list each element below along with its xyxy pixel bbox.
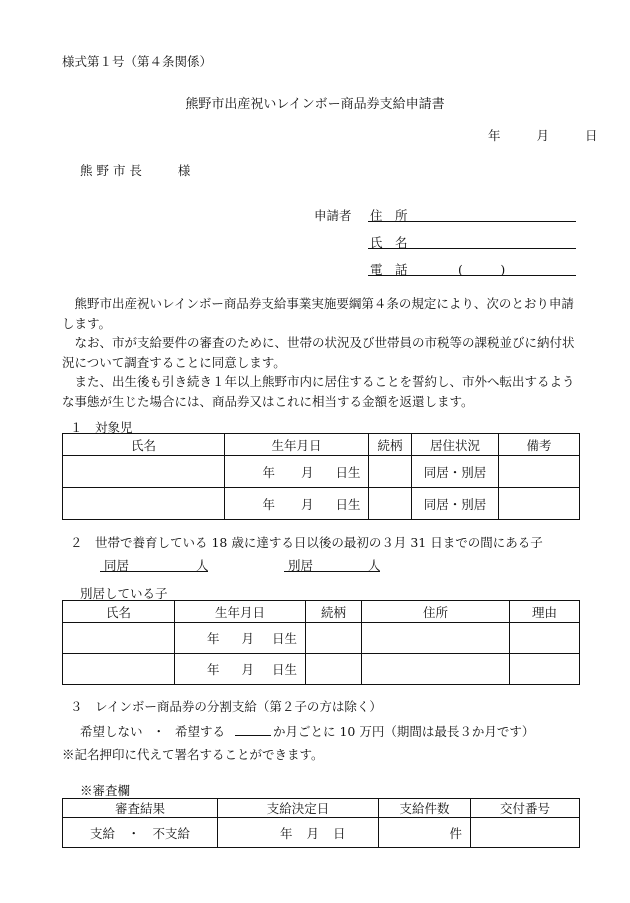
months-blank[interactable] — [235, 723, 271, 736]
separate-children-table — [62, 600, 580, 685]
address-field-line[interactable] — [368, 221, 576, 222]
name-cell[interactable] — [63, 654, 175, 685]
addressee — [80, 161, 190, 179]
table-row — [63, 654, 580, 685]
payment-count-cell[interactable]: 件 — [379, 818, 471, 848]
header-relationship: 続柄 — [369, 434, 412, 456]
header-name: 氏名 — [63, 601, 175, 623]
option-separator: ・ — [152, 724, 166, 739]
address-label: 住 所 — [370, 208, 408, 223]
decision-date-cell[interactable]: 年 月 日 — [218, 818, 379, 848]
header-residence-status: 居住状況 — [412, 434, 499, 456]
remarks-cell[interactable] — [499, 456, 580, 488]
header-birthdate: 生年月日 — [175, 601, 306, 623]
header-birthdate: 生年月日 — [225, 434, 369, 456]
addressee-honorific: 様 — [177, 163, 191, 178]
header-review-result: 審査結果 — [63, 799, 218, 818]
target-child-table — [62, 433, 580, 520]
cohabit-unit: 人 — [196, 558, 209, 573]
date-year-label: 年 — [488, 128, 501, 143]
header-payment-count: 支給件数 — [379, 799, 471, 818]
cohabit-count-line[interactable] — [100, 571, 208, 572]
name-cell[interactable] — [63, 623, 175, 654]
header-reason: 理由 — [510, 601, 580, 623]
option-not-wanted[interactable]: 希望しない — [80, 724, 143, 739]
header-address: 住所 — [362, 601, 510, 623]
section2-heading: ２ 世帯で養育している 18 歳に達する日以後の最初の３月 31 日までの間にある子 — [70, 535, 543, 550]
separate-children-label: 別居している子 — [80, 586, 168, 601]
table-row — [63, 623, 580, 654]
birthdate-cell[interactable]: 年 月 日生 — [175, 654, 306, 685]
relationship-cell[interactable] — [369, 456, 412, 488]
body-paragraph-3: また、出生後も引き続き１年以上熊野市内に居住することを誓約し、市外へ転出するような事態が生じた場合には、商品券又はこれに相当する金額を返還します。 — [62, 374, 575, 409]
signature-note: ※記名押印に代えて署名することができます。 — [62, 747, 324, 762]
header-issue-number: 交付番号 — [471, 799, 580, 818]
date-month-label: 月 — [536, 128, 549, 143]
separate-unit: 人 — [368, 558, 381, 573]
name-field-line[interactable] — [368, 248, 576, 249]
months-text: か月ごとに 10 万円（期間は最長３か月です） — [273, 724, 535, 739]
birthdate-cell[interactable]: 年 月 日生 — [225, 456, 369, 488]
phone-field-line[interactable] — [368, 275, 576, 276]
issue-number-cell[interactable] — [471, 818, 580, 848]
phone-label: 電 話 — [370, 262, 408, 277]
table-row — [63, 488, 580, 520]
header-relationship: 続柄 — [306, 601, 362, 623]
header-remarks: 備考 — [499, 434, 580, 456]
residence-cell[interactable]: 同居・別居 — [412, 488, 499, 520]
relationship-cell[interactable] — [306, 654, 362, 685]
name-cell[interactable] — [63, 488, 225, 520]
remarks-cell[interactable] — [499, 488, 580, 520]
address-cell[interactable] — [362, 654, 510, 685]
document-title: 熊野市出産祝いレインボー商品券支給申請書 — [185, 97, 445, 112]
applicant-label: 申請者 — [314, 208, 352, 223]
form-number: 様式第１号（第４条関係） — [62, 54, 213, 69]
date-line — [488, 126, 597, 144]
name-label: 氏 名 — [370, 235, 408, 250]
date-day-label: 日 — [584, 128, 598, 143]
section1-heading: １ 対象児 — [70, 420, 133, 435]
reason-cell[interactable] — [510, 654, 580, 685]
separate-count-line[interactable] — [284, 571, 380, 572]
cohabit-label: 同居 — [104, 558, 130, 573]
body-paragraph-1: 熊野市出産祝いレインボー商品券支給事業実施要綱第４条の規定により、次のとおり申請します。 — [62, 296, 574, 331]
reason-cell[interactable] — [510, 623, 580, 654]
option-wanted[interactable]: 希望する — [175, 724, 226, 739]
addressee-name: 熊 野 市 長 — [80, 163, 142, 178]
name-cell[interactable] — [63, 456, 225, 488]
birthdate-cell[interactable]: 年 月 日生 — [225, 488, 369, 520]
address-cell[interactable] — [362, 623, 510, 654]
split-payment-options — [80, 722, 534, 740]
review-table — [62, 798, 580, 848]
residence-cell[interactable]: 同居・別居 — [412, 456, 499, 488]
header-name: 氏名 — [63, 434, 225, 456]
relationship-cell[interactable] — [369, 488, 412, 520]
table-row — [63, 456, 580, 488]
relationship-cell[interactable] — [306, 623, 362, 654]
review-result-cell[interactable]: 支給 ・ 不支給 — [63, 818, 218, 848]
separate-label: 別居 — [288, 558, 314, 573]
phone-parentheses: ( ) — [458, 262, 506, 277]
table-row — [63, 818, 580, 848]
birthdate-cell[interactable]: 年 月 日生 — [175, 623, 306, 654]
header-decision-date: 支給決定日 — [218, 799, 379, 818]
review-heading: ※審査欄 — [80, 783, 131, 798]
body-paragraph-2: なお、市が支給要件の審査のために、世帯の状況及び世帯員の市税等の課税並びに納付状況について調査することに同意します。 — [62, 335, 575, 370]
section3-heading: ３ レインボー商品券の分割支給（第２子の方は除く） — [70, 699, 382, 714]
